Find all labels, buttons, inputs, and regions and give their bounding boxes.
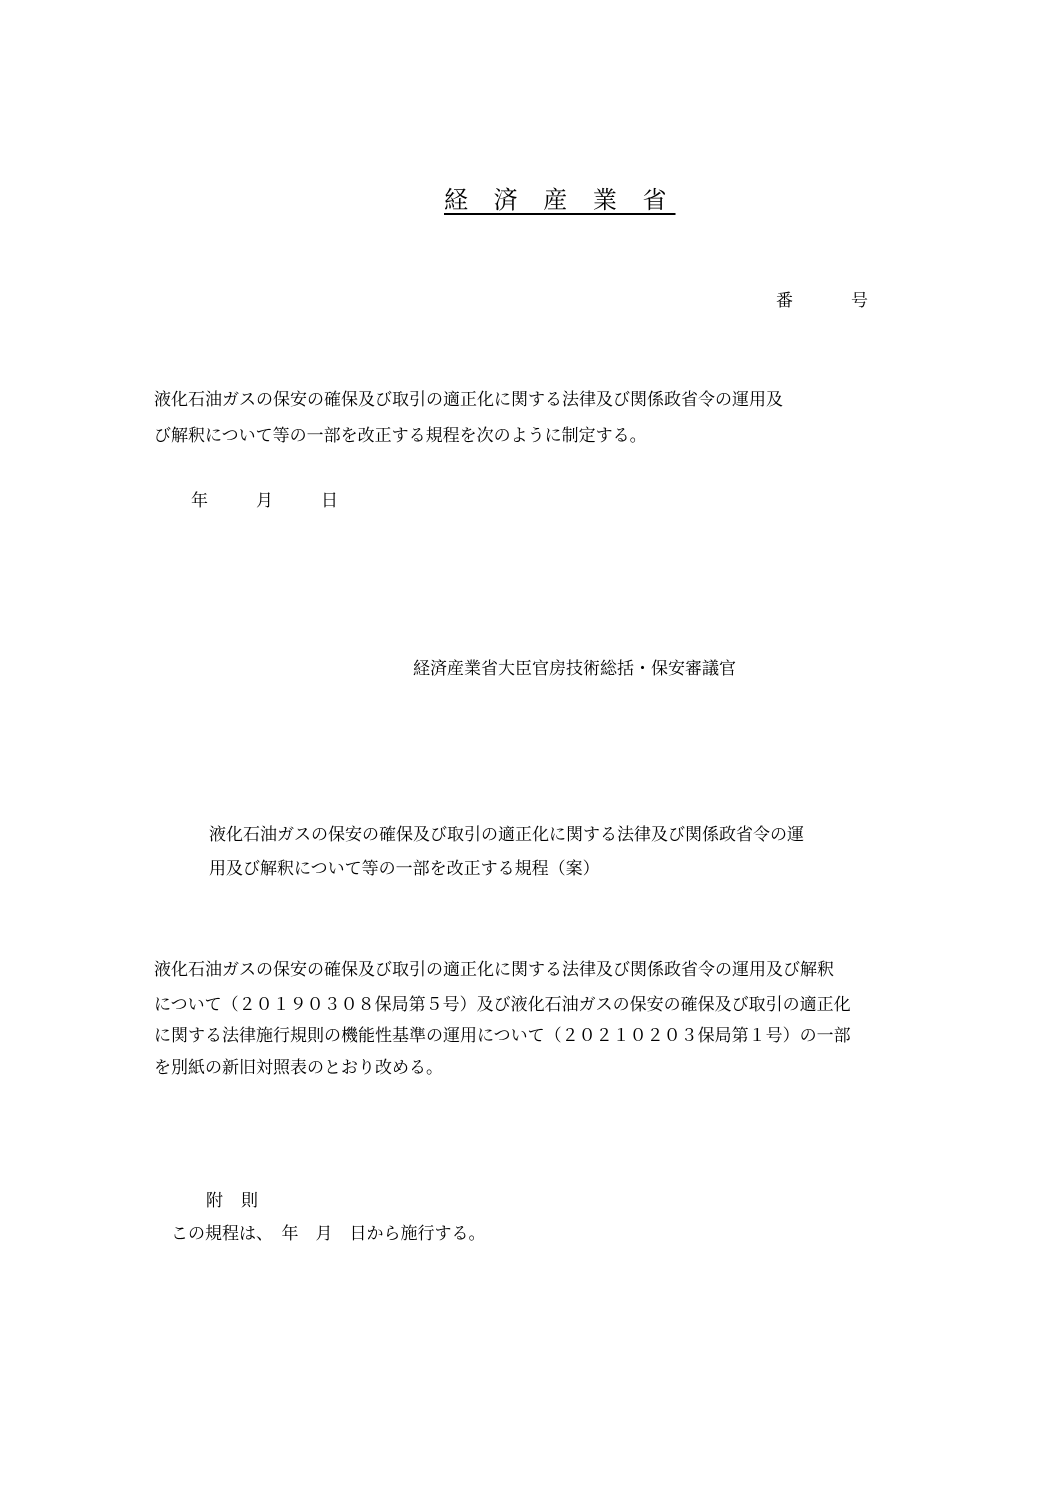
regulation-title-line-2: 用及び解釈について等の一部を改正する規程（案） bbox=[209, 859, 600, 879]
body-line-4: を別紙の新旧対照表のとおり改める。 bbox=[154, 1058, 443, 1078]
document-number-label: 番号 bbox=[776, 291, 926, 311]
supplementary-provisions-text: この規程は、 年 月 日から施行する。 bbox=[171, 1224, 486, 1244]
body-line-1: 液化石油ガスの保安の確保及び取引の適正化に関する法律及び関係政省令の運用及び解釈 bbox=[154, 960, 834, 980]
preamble-line-2: び解釈について等の一部を改正する規程を次のように制定する。 bbox=[154, 426, 647, 446]
date-year-label: 年 bbox=[191, 491, 208, 511]
preamble-line-1: 液化石油ガスの保安の確保及び取引の適正化に関する法律及び関係政省令の運用及 bbox=[154, 390, 783, 410]
supplementary-provisions-heading: 附則 bbox=[206, 1191, 276, 1211]
date-month-label: 月 bbox=[256, 491, 273, 511]
ministry-title: 経 済 産 業 省 bbox=[444, 186, 676, 214]
regulation-title-line-1: 液化石油ガスの保安の確保及び取引の適正化に関する法律及び関係政省令の運 bbox=[209, 825, 804, 845]
signatory: 経済産業省大臣官房技術総括・保安審議官 bbox=[413, 659, 736, 679]
body-line-2: について（２０１９０３０８保局第５号）及び液化石油ガスの保安の確保及び取引の適正化 bbox=[154, 995, 851, 1015]
enactment-date bbox=[191, 493, 338, 510]
body-line-3: に関する法律施行規則の機能性基準の運用について（２０２１０２０３保局第１号）の一部 bbox=[154, 1026, 851, 1046]
date-day-label: 日 bbox=[321, 491, 338, 511]
